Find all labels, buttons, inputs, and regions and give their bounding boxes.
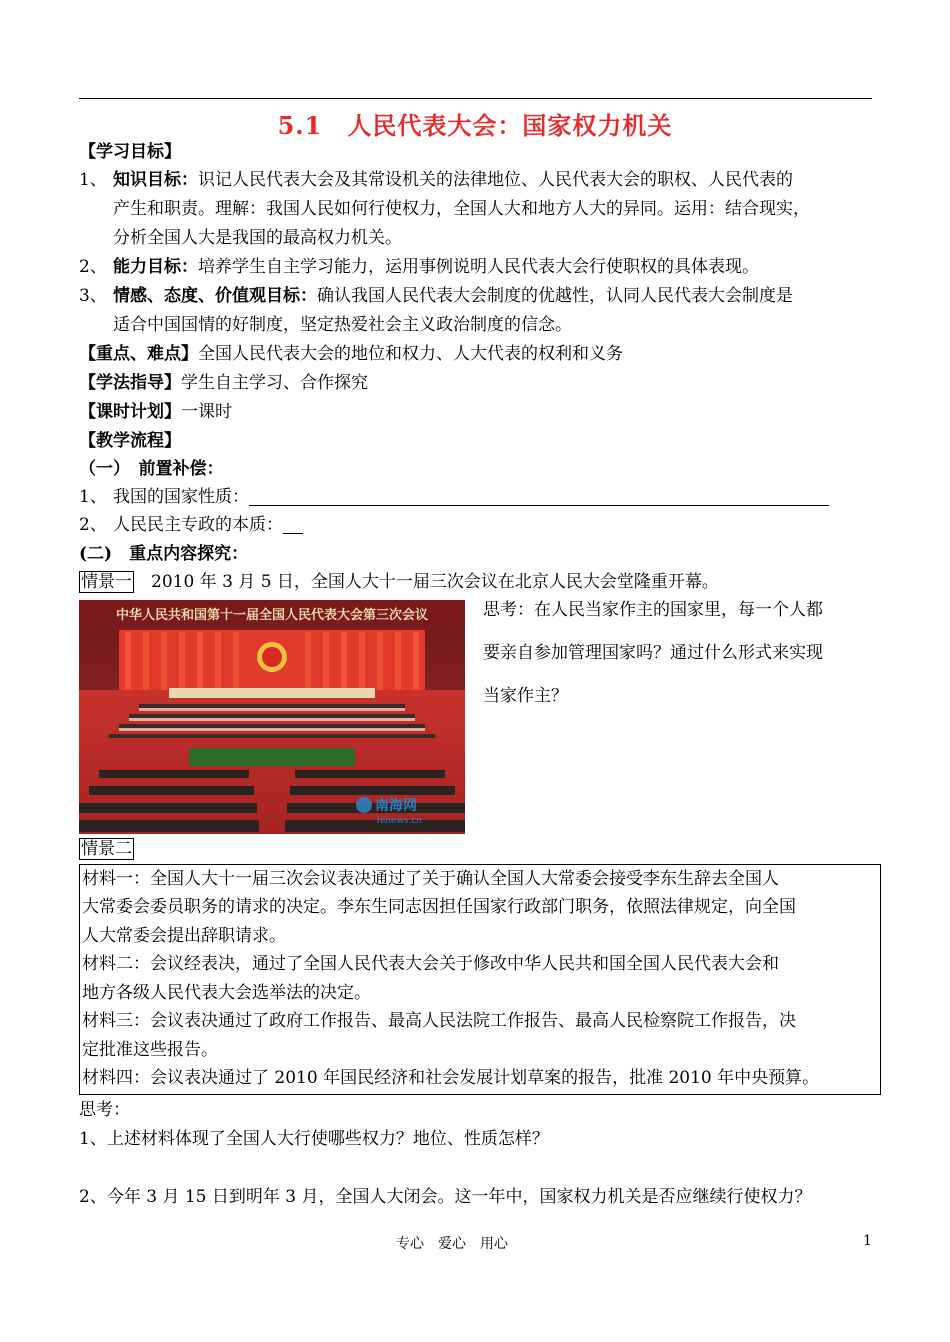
- goal-1: [79, 166, 793, 195]
- scene2-label: 情景二: [81, 839, 132, 859]
- key-points-text: 全国人民代表大会的地位和权力、人大代表的权利和义务: [198, 344, 623, 364]
- goal-1-line-3: 分析全国人大是我国的最高权力机关。: [113, 228, 402, 248]
- goal-1-label: 知识目标：: [113, 170, 198, 190]
- schedule-text: 一课时: [181, 402, 232, 422]
- method: [79, 369, 368, 398]
- goal-1-line-1: 识记人民代表大会及其常设机关的法律地位、人民代表大会的职权、人民代表的: [198, 170, 793, 190]
- material-line-6: 材料三：会议表决通过了政府工作报告、最高人民法院工作报告、最高人民检察院工作报告，决: [82, 1011, 796, 1031]
- pre-question-2-num: 2、: [79, 515, 107, 535]
- think-heading: 思考：: [79, 1100, 130, 1120]
- goal-3-label: 情感、态度、价值观目标：: [113, 286, 317, 306]
- header-rule: [79, 98, 872, 99]
- goal-2-label: 能力目标：: [113, 257, 198, 277]
- watermark-subtext: hinews.cn: [377, 816, 423, 826]
- pre-question-1-num: 1、: [79, 487, 107, 507]
- scene2-line: [79, 835, 134, 864]
- material-line-3: 人大常委会提出辞职请求。: [82, 926, 286, 946]
- answer-blank-2[interactable]: [283, 515, 303, 534]
- materials-box: [79, 864, 881, 1095]
- section1-heading: （一） 前置补偿：: [79, 459, 224, 479]
- method-label: 【学法指导】: [79, 373, 181, 393]
- goal-3-num: 3、: [79, 286, 107, 306]
- hall-banner-text: 中华人民共和国第十一届全国人民代表大会第三次会议: [115, 608, 429, 623]
- scene1-think-1: 思考：在人民当家作主的国家里，每一个人都: [483, 600, 823, 620]
- congress-hall-illustration: [79, 600, 465, 834]
- scene1-line: [79, 568, 719, 597]
- footer-motto: 专心 爱心 用心: [396, 1236, 508, 1252]
- answer-blank-1[interactable]: [249, 487, 829, 506]
- pre-question-1-text: 我国的国家性质：: [113, 487, 249, 507]
- key-points: [79, 340, 623, 369]
- study-goals-heading: 【学习目标】: [79, 142, 181, 162]
- goal-2-line-1: 培养学生自主学习能力，运用事例说明人民代表大会行使职权的具体表现。: [198, 257, 759, 277]
- material-line-4: 材料二：会议经表决，通过了全国人民代表大会关于修改中华人民共和国全国人民代表大会和: [82, 954, 779, 974]
- goal-3: [79, 282, 793, 311]
- pre-question-2-text: 人民民主专政的本质：: [113, 515, 283, 535]
- goal-1-line-2: 产生和职责。理解：我国人民如何行使权力，全国人大和地方人大的异同。运用：结合现实，: [113, 199, 810, 219]
- goal-3-line-1: 确认我国人民代表大会制度的优越性，认同人民代表大会制度是: [317, 286, 793, 306]
- material-line-7: 定批准这些报告。: [82, 1040, 218, 1060]
- scene1-text: 2010 年 3 月 5 日，全国人大十一届三次会议在北京人民大会堂隆重开幕。: [134, 572, 719, 592]
- pre-question-1: [79, 483, 829, 512]
- material-line-8: 材料四：会议表决通过了 2010 年国民经济和社会发展计划草案的报告，批准 2010 年中央预算。: [82, 1068, 820, 1088]
- material-line-2: 大常委会委员职务的请求的决定。李东生同志因担任国家行政部门职务，依照法律规定，向全国: [82, 897, 796, 917]
- scene1-label: 情景一: [81, 572, 132, 592]
- pre-question-2: [79, 511, 303, 540]
- goal-3-line-2: 适合中国国情的好制度，坚定热爱社会主义政治制度的信念。: [113, 315, 572, 335]
- material-line-1: 材料一：全国人大十一届三次会议表决通过了关于确认全国人大常委会接受李东生辞去全国人: [82, 869, 779, 889]
- flow-heading: 【教学流程】: [79, 431, 181, 451]
- goal-1-num: 1、: [79, 170, 107, 190]
- key-points-label: 【重点、难点】: [79, 344, 198, 364]
- schedule: [79, 398, 232, 427]
- material-line-5: 地方各级人民代表大会选举法的决定。: [82, 983, 371, 1003]
- method-text: 学生自主学习、合作探究: [181, 373, 368, 393]
- congress-hall-photo: [79, 600, 465, 834]
- watermark-text: 南海网: [375, 798, 417, 814]
- question-2: 2、今年 3 月 15 日到明年 3 月，全国人大闭会。这一年中，国家权力机关是否应继续行使权力？: [79, 1187, 812, 1207]
- section2-heading: (二) 重点内容探究：: [79, 544, 249, 564]
- page-title: 5.1 人民代表大会：国家权力机关: [277, 111, 673, 140]
- goal-2-num: 2、: [79, 257, 107, 277]
- question-1: 1、上述材料体现了全国人大行使哪些权力？地位、性质怎样？: [79, 1129, 549, 1149]
- scene1-think-2: 要亲自参加管理国家吗？通过什么形式来实现: [483, 643, 823, 663]
- goal-2: [79, 253, 759, 282]
- scene1-think-3: 当家作主？: [483, 686, 568, 706]
- schedule-label: 【课时计划】: [79, 402, 181, 422]
- page-number: 1: [863, 1233, 872, 1249]
